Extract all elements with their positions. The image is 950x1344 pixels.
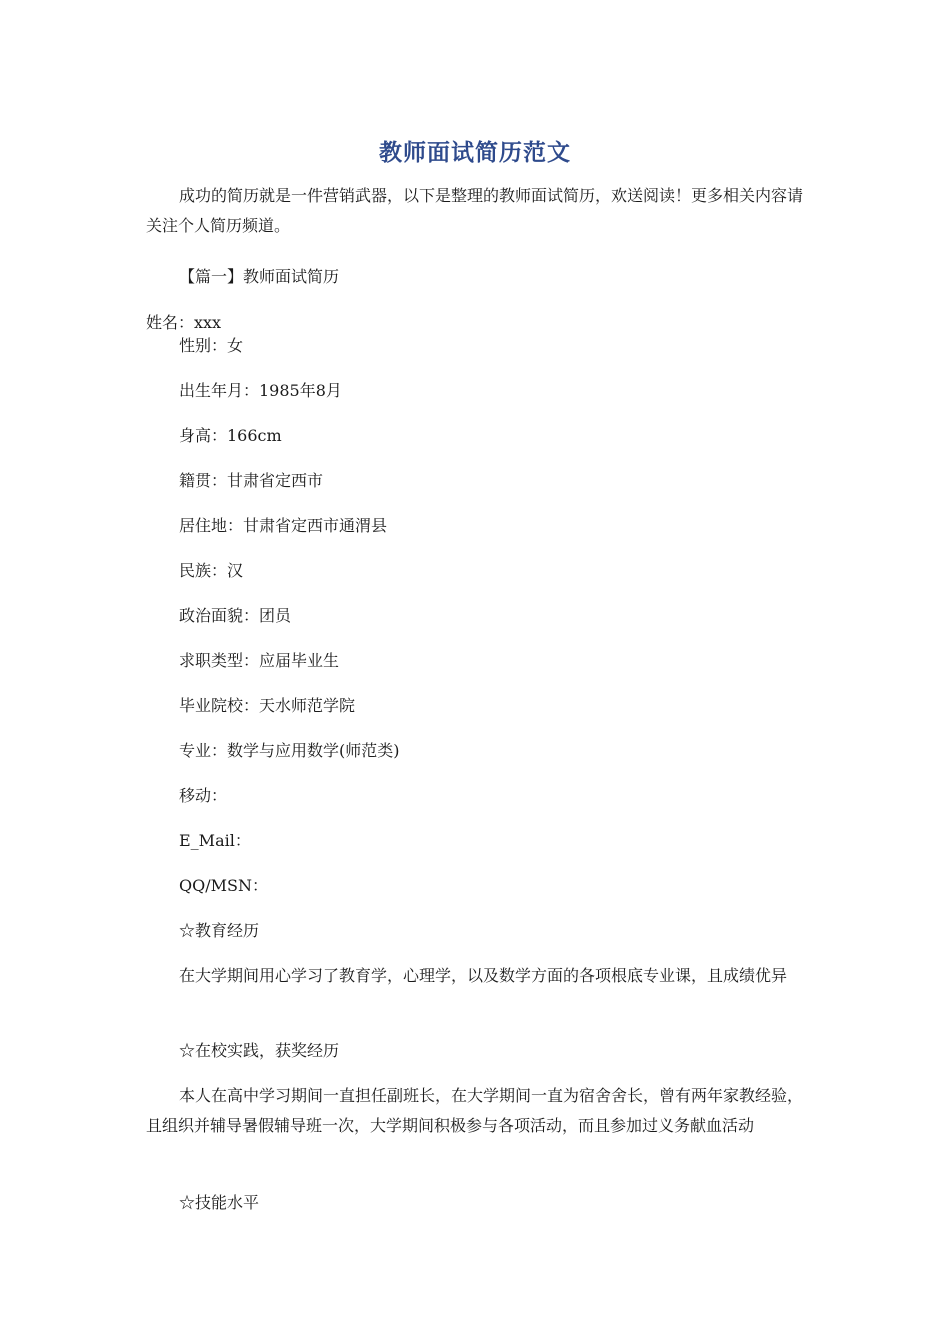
field-email: E_Mail： [179, 831, 251, 850]
field-native-place: 籍贯：甘肃省定西市 [179, 471, 324, 490]
field-residence: 居住地：甘肃省定西市通渭县 [179, 516, 388, 535]
field-height: 身高：166cm [179, 426, 282, 445]
field-political-status: 政治面貌：团员 [179, 606, 292, 625]
field-ethnicity: 民族：汉 [179, 561, 244, 580]
field-gender: 性别：女 [179, 336, 244, 355]
field-birth: 出生年月：1985年8月 [179, 381, 342, 400]
education-heading: ☆教育经历 [179, 921, 260, 940]
section-heading: 【篇一】教师面试简历 [179, 267, 340, 286]
field-name: 姓名：xxx [146, 313, 222, 332]
field-major: 专业：数学与应用数学(师范类) [179, 741, 400, 760]
intro-paragraph: 成功的简历就是一件营销武器，以下是整理的教师面试简历，欢送阅读！更多相关内容请关注个人简历频道。 [146, 186, 804, 235]
practice-paragraph: 本人在高中学习期间一直担任副班长，在大学期间一直为宿舍舍长，曾有两年家教经验，且组织并辅导暑假辅导班一次，大学期间积极参与各项活动，而且参加过义务献血活动 [146, 1086, 804, 1135]
field-job-type: 求职类型：应届毕业生 [179, 651, 340, 670]
practice-heading: ☆在校实践，获奖经历 [179, 1041, 340, 1060]
field-mobile: 移动： [179, 786, 228, 805]
field-qq-msn: QQ/MSN： [179, 876, 268, 895]
document-title: 教师面试简历范文 [379, 140, 571, 166]
education-paragraph: 在大学期间用心学习了教育学，心理学，以及数学方面的各项根底专业课，且成绩优异 [179, 966, 788, 985]
field-school: 毕业院校：天水师范学院 [179, 696, 356, 715]
skills-heading: ☆技能水平 [179, 1193, 260, 1212]
